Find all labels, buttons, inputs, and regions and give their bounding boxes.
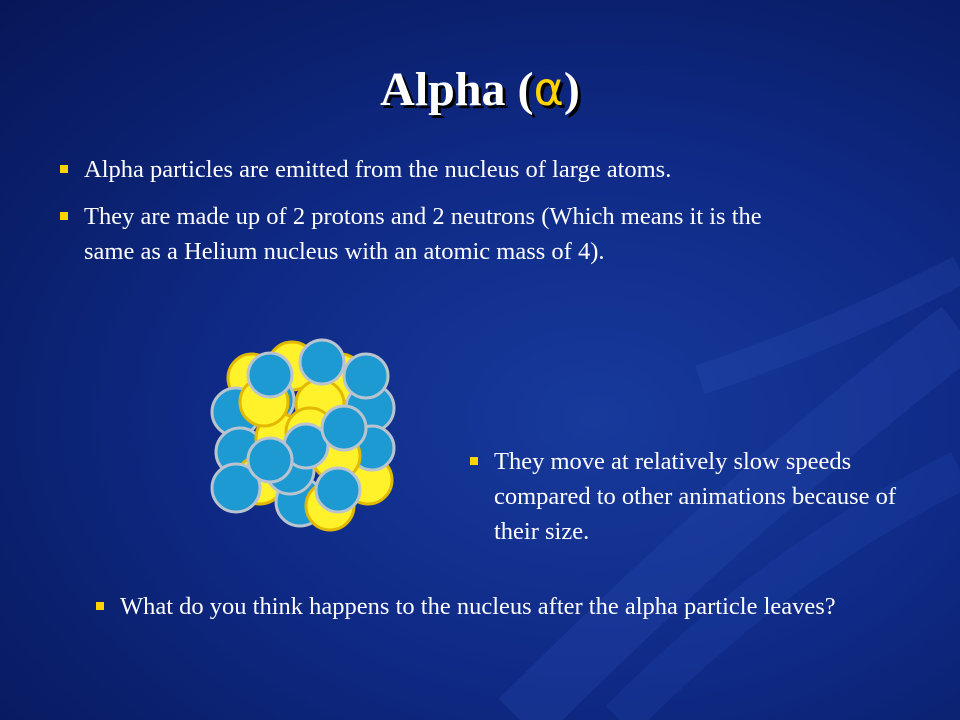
- bullet-text: They are made up of 2 protons and 2 neutrons (Which means it is the same as a Helium nucleus with an atomic mass of 4).: [84, 203, 762, 265]
- title-text: Alpha (: [380, 63, 534, 116]
- slide-title: [0, 62, 960, 117]
- bullet-text: They move at relatively slow speeds compared to other animations because of their size.: [494, 448, 897, 545]
- alpha-nucleus-illustration: [200, 330, 420, 540]
- bullet-square-icon: [96, 602, 104, 610]
- title-close: ): [563, 63, 580, 116]
- bullet-speed: [494, 444, 924, 549]
- alpha-symbol: α: [533, 62, 564, 116]
- bullet-text: What do you think happens to the nucleus after the alpha particle leaves?: [120, 593, 836, 620]
- bullet-text: Alpha particles are emitted from the nucleus of large atoms.: [84, 156, 672, 183]
- bullet-square-icon: [60, 165, 68, 173]
- bullet-question: [120, 589, 880, 624]
- bullet-square-icon: [60, 212, 68, 220]
- bullet-composition: [84, 199, 804, 269]
- bullet-square-icon: [470, 457, 478, 465]
- bullet-emission: [84, 152, 884, 187]
